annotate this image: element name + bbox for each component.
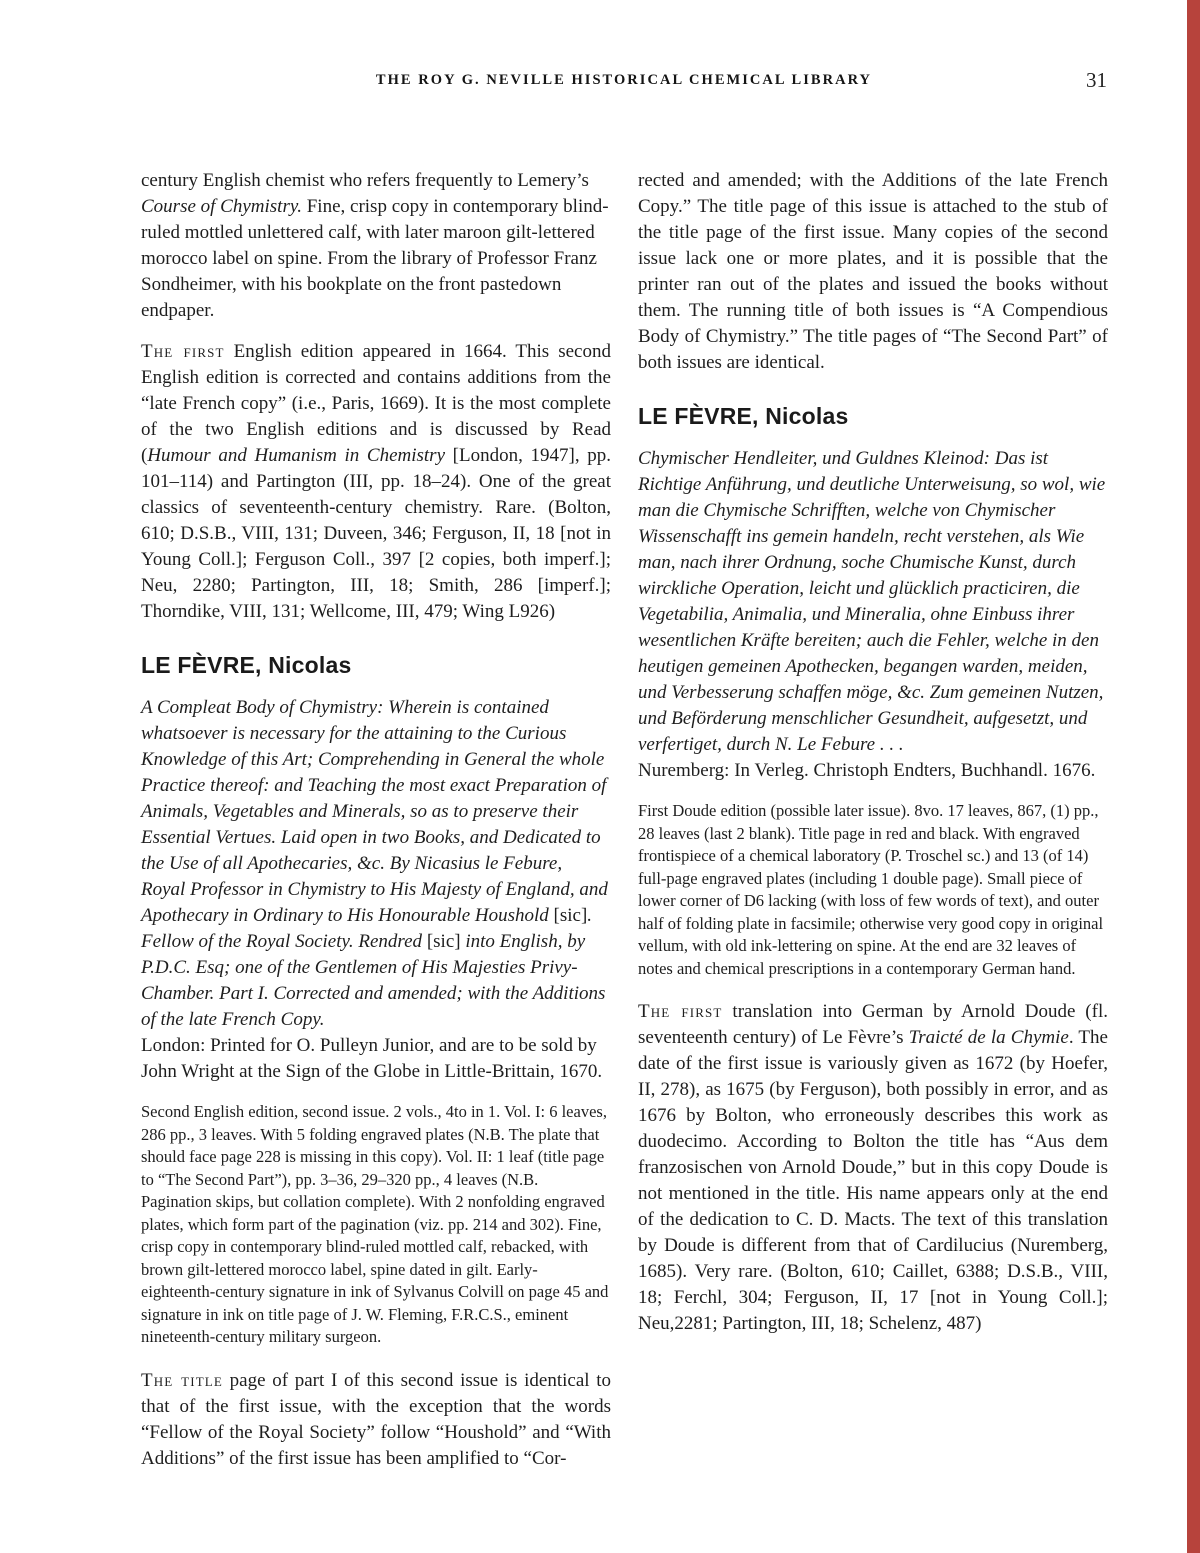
paragraph-text: translation into German by Arnold Doude (fl. seventeenth century) of Le Fèvre’s Traicté de la Chymie. The date of the first issue is variously given as 1672 (by Hoefer, II, 278), as 1675 (by Ferguson), both possibly in error, and as 1676 by Bolton, who erroneously describes this work as duodecimo. According to Bolton the title has “Aus dem franzosischen von Arnold Doude,” but in this copy Doude is not mentioned in the title. His name appears only at the end of the dedication to C. D. Macts. The text of this translation by Doude is different from that of Cardilucius (Nuremberg, 1685). Very rare. (Bolton, 610; Caillet, 6388; D.S.B., VIII, 18; Ferchl, 304; Ferguson, II, 17 [not in Young Coll.]; Neu,2281; Partington, III, 18; Schelenz, 487) — [638, 1001, 1108, 1334]
smallcaps-lead: The title — [141, 1369, 223, 1391]
smallcaps-lead: The first — [638, 1001, 723, 1022]
entry-title-english: A Compleat Body of Chymistry: Wherein is contained whatsoever is necessary for the attaining to the Curious Knowledge of this Art; Comprehending in General the whole Practice thereof: and Teaching the most exact Preparation of Animals, Vegetables and Minerals, so as to preserve their Essential Vertues. Laid open in two Books, and Dedicated to the Use of all Apothecaries, &c. By Nicasius le Febure, Royal Professor in Chymistry to His Majesty of England, and Apothecary in Ordinary to His Honourable Houshold [sic]. Fellow of the Royal Society. Rendred [sic] into English, by P.D.C. Esq; one of the Gentlemen of His Majesties Privy-Chamber. Part I. Corrected and amended; with the Additions of the late French Copy. — [141, 697, 608, 1030]
entry-title-german: Chymischer Hendleiter, und Guldnes Kleinod: Das ist Richtige Anführung, und deutliche Unterweisung, so wol, wie man die Chymische Schrifften, welche von Chymischer Wissenschafft ins gemein handeln, recht verstehen, als Wie man, nach ihrer Ordnung, soche Chumische Kunst, durch wirckliche Operation, leicht und glücklich practiciren, die Vegetabilia, Animalia, und Mineralia, ohne Einbuss ihrer wesentlichen Kräfte bereiten; auch die Fehler, welche in den heutigen gemeinen Apothecken, begangen warden, meiden, und Verbesserung schaffen möge, &c. Zum gemeinen Nutzen, und Beförderung menschlicher Gesundheit, aufgesetzt, und verfertiget, durch N. Le Febure . . . — [638, 448, 1106, 755]
paragraph-title-page — [141, 1368, 611, 1472]
running-header — [141, 68, 1107, 92]
paragraph-title-page-continued: rected and amended; with the Additions of the late French Copy.” The title page of this issue is attached to the stub of the title page of the first issue. Many copies of the second issue lack one or more plates, and it is possible that the printer ran out of the plates and issued the books without them. The running title of both issues is “A Compendious Body of Chymistry.” The title pages of “The Second Part” of both issues are identical. — [638, 170, 1108, 373]
page-edge-band — [1187, 0, 1200, 1553]
left-column — [141, 168, 611, 1472]
paragraph-text: page of part I of this second issue is identical to that of the first issue, with the exception that the words “Fellow of the Royal Society” follow “Houshold” and “With Additions” of the first issue has been amplified to “Cor- — [141, 1369, 611, 1469]
entry-collation-note-english: Second English edition, second issue. 2 vols., 4to in 1. Vol. I: 6 leaves, 286 pp., 3 leaves. With 5 folding engraved plates (N.B. The plate that should face page 228 is missing in this copy). Vol. II: 1 leaf (title page to “The Second Part”), pp. 3–36, 29–320 pp., 4 leaves (N.B. Pagination skips, but collation complete). With 2 nonfolding engraved plates, which form part of the pagination (viz. pp. 214 and 302). Fine, crisp copy in contemporary blind-ruled mottled calf, rebacked, with brown gilt-lettered morocco label, spine dated in gilt. Early-eighteenth-century signature in ink of Sylvanus Colvill on page 45 and signature in ink on title page of J. W. Fleming, F.R.C.S., eminent nineteenth-century military surgeon. — [141, 1102, 609, 1346]
entry-heading-lefevre-german: LE FÈVRE, Nicolas — [638, 403, 849, 429]
smallcaps-lead: The first — [141, 341, 225, 362]
running-title: THE ROY G. NEVILLE HISTORICAL CHEMICAL LIBRARY — [375, 72, 873, 88]
two-column-text — [141, 168, 1108, 1472]
entry-collation-note-german: First Doude edition (possible later issue). 8vo. 17 leaves, 867, (1) pp., 28 leaves (last 2 blank). Title page in red and black. With engraved frontispiece of a chemical laboratory (P. Troschel sc.) and 13 (of 14) full-page engraved plates (including 1 double page). Small piece of lower corner of D6 lacking (with loss of few words of text), and outer half of folding plate in facsimile; otherwise very good copy in original vellum, with old ink-lettering on spine. At the end are 32 leaves of notes and chemical prescriptions in a contemporary German hand. — [638, 801, 1104, 978]
entry-imprint-nuremberg: Nuremberg: In Verleg. Christoph Endters, Buchhandl. 1676. — [638, 760, 1096, 781]
entry-imprint-london: London: Printed for O. Pulleyn Junior, and are to be sold by John Wright at the Sign of the Globe in Little-Brittain, 1670. — [141, 1035, 603, 1082]
paragraph-first-english-edition — [141, 339, 611, 625]
paragraph-first-german-translation — [638, 999, 1108, 1337]
paragraph-entry-continuation: century English chemist who refers frequently to Lemery’s Course of Chymistry. Fine, crisp copy in contemporary blind-ruled mottled unlettered calf, with later maroon gilt-lettered morocco label on spine. From the library of Professor Franz Sondheimer, with his bookplate on the front pastedown endpaper. — [141, 170, 609, 321]
entry-heading-lefevre-english: LE FÈVRE, Nicolas — [141, 652, 352, 678]
paragraph-text: English edition appeared in 1664. This second English edition is corrected and contains additions from the “late French copy” (i.e., Paris, 1669). It is the most complete of the two English editions and is discussed by Read (Humour and Humanism in Chemistry [London, 1947], pp. 101–114) and Partington (III, pp. 18–24). One of the great classics of seventeenth-century chemistry. Rare. (Bolton, 610; D.S.B., VIII, 131; Duveen, 346; Ferguson, II, 18 [not in Young Coll.]; Ferguson Coll., 397 [2 copies, both imperf.]; Neu, 2280; Partington, III, 18; Smith, 286 [imperf.]; Thorndike, VIII, 131; Wellcome, III, 479; Wing L926) — [141, 341, 611, 622]
page-number: 31 — [1086, 68, 1107, 92]
right-column — [638, 168, 1108, 1472]
